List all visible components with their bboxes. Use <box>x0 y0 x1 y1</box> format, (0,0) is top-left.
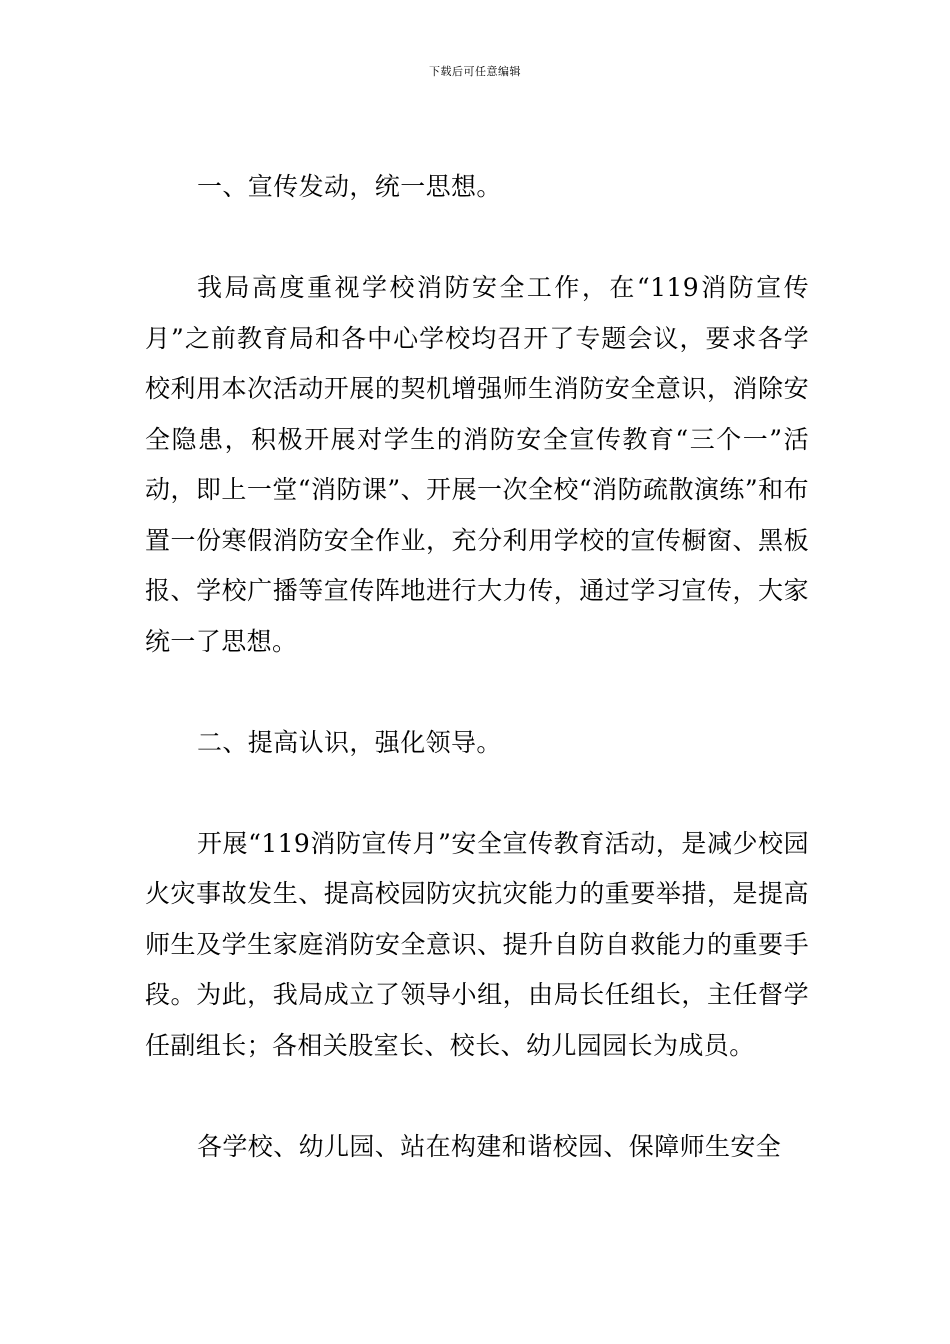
section-heading-2: 二、提高认识，强化领导。 <box>197 727 502 757</box>
paragraph-2: 开展“119消防宣传月”安全宣传教育活动，是减少校园火灾事故发生、提高校园防灾抗灾能力的重要举措，是提高师生及学生家庭消防安全意识、提升自防自救能力的重要手段。为此，我局成立了领导小组，由局长任组长，主任督学任副组长；各相关股室长、校长、幼儿园园长为成员。 <box>145 828 809 1060</box>
document-body <box>145 162 809 1172</box>
page-header: 下载后可任意编辑 <box>429 65 521 78</box>
section-heading-1: 一、宣传发动，统一思想。 <box>197 172 502 201</box>
paragraph-spacer <box>145 768 809 819</box>
paragraph-3: 各学校、幼儿园、站在构建和谐校园、保障师生安全 <box>197 1131 782 1161</box>
paragraph-spacer <box>145 1071 809 1122</box>
paragraph-spacer <box>145 213 809 264</box>
paragraph-1: 我局高度重视学校消防安全工作，在“119消防宣传月”之前教育局和各中心学校均召开了专题会议，要求各学校利用本次活动开展的契机增强师生消防安全意识，消除安全隐患，积极开展对学生的消防安全宣传教育“三个一”活动，即上一堂“消防课”、开展一次全校“消防疏散演练”和布置一份寒假消防安全作业，充分利用学校的宣传橱窗、黑板报、学校广播等宣传阵地进行大力传，通过学习宣传，大家统一了思想。 <box>145 273 809 656</box>
paragraph-spacer <box>145 667 809 718</box>
